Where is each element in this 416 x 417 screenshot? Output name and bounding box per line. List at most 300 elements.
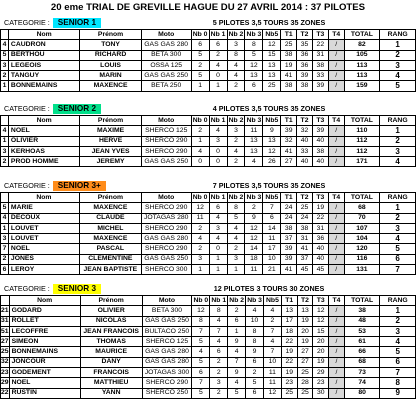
t4-cell: / — [328, 71, 344, 81]
nb5-cell: 11 — [264, 378, 282, 388]
column-header: Nom — [8, 30, 79, 40]
t1-cell: 38 — [281, 50, 297, 60]
t2-cell: 39 — [297, 71, 313, 81]
nb2-cell: 9 — [228, 337, 246, 347]
rank-cell: 2 — [380, 50, 416, 60]
t2-cell: 25 — [297, 203, 313, 213]
column-header: Nb 0 — [191, 193, 209, 203]
t3-cell: 40 — [312, 254, 328, 264]
rank-cell: 4 — [380, 157, 416, 167]
table-row — [1, 234, 416, 244]
rank-cell: 6 — [380, 254, 416, 264]
last-name-cell: LOUVET — [8, 234, 79, 244]
column-header: Moto — [141, 116, 191, 126]
nb2-cell: 4 — [227, 223, 245, 233]
t3-cell: 36 — [312, 234, 328, 244]
t2-cell: 31 — [297, 234, 313, 244]
nb5-cell: 14 — [263, 223, 281, 233]
column-header: Nb 1 — [209, 193, 227, 203]
bike-cell: GAS GAS 250 — [142, 316, 192, 326]
bike-cell: SHERCO 290 — [141, 146, 191, 156]
last-name-cell: RUSTIN — [9, 388, 80, 398]
nb5-cell: 12 — [263, 146, 281, 156]
pilot-number-cell: 51 — [1, 326, 10, 336]
nb2-cell: 4 — [227, 234, 245, 244]
t4-cell: / — [329, 316, 345, 326]
t2-cell: 28 — [297, 378, 313, 388]
bike-cell: GAS GAS 250 — [141, 254, 191, 264]
t2-cell: 37 — [297, 254, 313, 264]
t3-cell: 20 — [313, 347, 329, 357]
table-row — [1, 213, 416, 223]
t2-cell: 36 — [297, 50, 313, 60]
table-row — [1, 378, 416, 388]
first-name-cell: MAXENCE — [79, 203, 141, 213]
nb0-cell: 5 — [191, 50, 209, 60]
last-name-cell: GODARD — [9, 306, 80, 316]
total-cell: 113 — [344, 71, 380, 81]
t4-cell: / — [329, 378, 345, 388]
column-header: Nom — [8, 116, 79, 126]
pilot-number-cell: 4 — [1, 213, 9, 223]
table-row — [1, 306, 416, 316]
t2-cell: 13 — [297, 306, 313, 316]
column-header: TOTAL — [344, 30, 380, 40]
nb1-cell: 0 — [209, 244, 227, 254]
first-name-cell: DANY — [80, 357, 142, 367]
first-name-cell: HERVE — [80, 136, 141, 146]
nb1-cell: 0 — [209, 71, 227, 81]
nb2-cell: 4 — [228, 347, 246, 357]
nb0-cell: 7 — [192, 326, 210, 336]
category-label: CATEGORIE : — [4, 18, 50, 27]
nb5-cell: 17 — [263, 244, 281, 254]
column-header: TOTAL — [344, 193, 380, 203]
t4-cell: / — [329, 306, 345, 316]
bike-cell: JOTAGAS 300 — [142, 368, 192, 378]
nb3-cell: 13 — [245, 146, 263, 156]
t1-cell: 22 — [281, 337, 297, 347]
column-header: T4 — [328, 116, 344, 126]
table-row — [1, 50, 416, 60]
total-cell: 70 — [344, 213, 380, 223]
nb3-cell: 2 — [245, 203, 263, 213]
nb2-cell: 2 — [227, 157, 245, 167]
nb2-cell: 3 — [227, 40, 245, 50]
column-header: Nb 1 — [209, 30, 227, 40]
column-header: Nb 3 — [245, 193, 263, 203]
t3-cell: 22 — [312, 40, 328, 50]
pilot-number-cell: 29 — [1, 378, 10, 388]
nb5-cell: 12 — [264, 388, 282, 398]
nb0-cell: 1 — [191, 81, 209, 91]
nb5-cell: 2 — [264, 316, 282, 326]
pilot-number-cell: 1 — [1, 136, 9, 146]
column-header: T3 — [312, 30, 328, 40]
t4-cell: / — [329, 388, 345, 398]
table-row — [1, 136, 416, 146]
rank-cell: 1 — [380, 306, 416, 316]
rank-cell: 4 — [380, 71, 416, 81]
last-name-cell: OLIVIER — [8, 136, 79, 146]
bike-cell: BETA 250 — [141, 81, 191, 91]
column-header: T1 — [281, 30, 297, 40]
nb3-cell: 8 — [245, 40, 263, 50]
bike-cell: GAS GAS 250 — [141, 71, 191, 81]
nb3-cell: 14 — [245, 244, 263, 254]
pilot-number-cell: 23 — [1, 368, 10, 378]
nb2-cell: 5 — [228, 388, 246, 398]
t3-cell: 19 — [312, 203, 328, 213]
category-name: SENIOR 1 — [53, 18, 101, 28]
nb5-cell: 13 — [263, 136, 281, 146]
bike-cell: BULTACO 250 — [142, 326, 192, 336]
rank-cell: 2 — [380, 213, 416, 223]
t3-cell: 19 — [313, 357, 329, 367]
nb2-cell: 4 — [227, 71, 245, 81]
column-header: T4 — [328, 193, 344, 203]
column-header: Nb 2 — [227, 193, 245, 203]
total-cell: 131 — [344, 265, 380, 275]
t4-cell: / — [328, 234, 344, 244]
first-name-cell: CLAUDE — [79, 213, 141, 223]
nb5-cell: 11 — [264, 368, 282, 378]
total-cell: 66 — [344, 347, 380, 357]
bike-cell: SHERCO 300 — [141, 265, 191, 275]
t2-cell: 24 — [297, 213, 313, 223]
t4-cell: / — [329, 357, 345, 367]
t1-cell: 41 — [281, 146, 297, 156]
first-name-cell: THOMAS — [80, 337, 142, 347]
table-row — [1, 203, 416, 213]
last-name-cell: BONNEMAINS — [9, 347, 80, 357]
total-cell: 82 — [344, 40, 380, 50]
last-name-cell: GODEMENT — [9, 368, 80, 378]
last-name-cell: MARIE — [8, 203, 79, 213]
total-cell: 112 — [344, 136, 380, 146]
t3-cell: 31 — [312, 50, 328, 60]
t2-cell: 38 — [297, 223, 313, 233]
total-cell: 120 — [344, 244, 380, 254]
rank-cell: 5 — [380, 81, 416, 91]
nb0-cell: 4 — [191, 234, 209, 244]
nb1-cell: 4 — [209, 126, 227, 136]
nb2-cell: 8 — [227, 50, 245, 60]
column-header: T3 — [312, 193, 328, 203]
nb3-cell: 6 — [246, 388, 264, 398]
nb2-cell: 5 — [227, 213, 245, 223]
nb3-cell: 9 — [246, 347, 264, 357]
t4-cell: / — [328, 157, 344, 167]
t4-cell: / — [329, 326, 345, 336]
bike-cell: SHERCO 250 — [142, 388, 192, 398]
t1-cell: 37 — [281, 234, 297, 244]
nb3-cell: 8 — [246, 337, 264, 347]
column-header: Prénom — [80, 30, 141, 40]
nb1-cell: 2 — [210, 388, 228, 398]
t1-cell: 19 — [281, 368, 297, 378]
category-name: SENIOR 3+ — [53, 181, 106, 191]
category-info: 12 PILOTES 3 TOURS 30 ZONES — [213, 284, 325, 293]
nb2-cell: 8 — [227, 203, 245, 213]
column-header — [1, 116, 9, 126]
nb3-cell: 8 — [246, 326, 264, 336]
table-row — [1, 388, 416, 398]
nb3-cell: 12 — [245, 60, 263, 70]
rank-cell: 3 — [380, 60, 416, 70]
nb1-cell: 4 — [209, 60, 227, 70]
column-header: RANG — [380, 193, 416, 203]
last-name-cell: DECOUX — [8, 213, 79, 223]
nb2-cell: 3 — [227, 254, 245, 264]
first-name-cell: YANN — [80, 388, 142, 398]
column-header: T3 — [312, 116, 328, 126]
nb3-cell: 2 — [246, 368, 264, 378]
t4-cell: / — [329, 368, 345, 378]
nb1-cell: 1 — [209, 254, 227, 264]
table-row — [1, 126, 416, 136]
t1-cell: 17 — [281, 316, 297, 326]
t1-cell: 25 — [281, 388, 297, 398]
nb1-cell: 2 — [209, 50, 227, 60]
nb3-cell: 12 — [245, 223, 263, 233]
category-label: CATEGORIE : — [4, 284, 50, 293]
last-name-cell: LOUVET — [8, 223, 79, 233]
t3-cell: 33 — [312, 71, 328, 81]
total-cell: 38 — [344, 306, 380, 316]
first-name-cell: JEREMY — [80, 157, 141, 167]
total-cell: 159 — [344, 81, 380, 91]
nb5-cell: 10 — [263, 254, 281, 264]
nb3-cell: 4 — [246, 306, 264, 316]
t4-cell: / — [328, 136, 344, 146]
nb5-cell: 6 — [263, 213, 281, 223]
nb5-cell: 12 — [263, 40, 281, 50]
nb5-cell: 13 — [263, 71, 281, 81]
nb1-cell: 4 — [209, 213, 227, 223]
column-header: Nb 2 — [228, 296, 246, 306]
last-name-cell: NOEL — [8, 244, 79, 254]
nb5-cell: 10 — [264, 357, 282, 367]
column-header: RANG — [380, 30, 416, 40]
page-title: 20 eme TRIAL DE GREVILLE HAGUE DU 27 AVRIL 2014 : 37 PILOTES — [50, 2, 366, 13]
pilot-number-cell: 7 — [1, 244, 9, 254]
total-cell: 74 — [344, 378, 380, 388]
total-cell: 104 — [344, 234, 380, 244]
nb1-cell: 1 — [209, 265, 227, 275]
nb0-cell: 6 — [192, 368, 210, 378]
t3-cell: 39 — [312, 126, 328, 136]
t1-cell: 39 — [281, 126, 297, 136]
column-header: Moto — [141, 193, 191, 203]
t2-cell: 19 — [297, 316, 313, 326]
column-header — [1, 30, 9, 40]
column-header — [1, 296, 10, 306]
bike-cell: JOTAGAS 280 — [141, 213, 191, 223]
rank-cell: 8 — [380, 378, 416, 388]
bike-cell: SHERCO 290 — [141, 244, 191, 254]
column-header: Prénom — [80, 296, 142, 306]
last-name-cell: JONCOUR — [9, 357, 80, 367]
column-header — [1, 193, 9, 203]
first-name-cell: MAXENCE — [79, 234, 141, 244]
last-name-cell: LECOFFRE — [9, 326, 80, 336]
rank-cell: 3 — [380, 223, 416, 233]
rank-cell: 2 — [380, 136, 416, 146]
nb0-cell: 2 — [191, 244, 209, 254]
rank-cell: 4 — [380, 337, 416, 347]
table-header-row — [1, 30, 416, 40]
t2-cell: 36 — [297, 60, 313, 70]
t3-cell: 38 — [312, 60, 328, 70]
nb0-cell: 8 — [192, 316, 210, 326]
table-row — [1, 347, 416, 357]
t3-cell: 20 — [313, 337, 329, 347]
category-name: SENIOR 3 — [53, 284, 101, 294]
first-name-cell: RICHARD — [80, 50, 141, 60]
pilot-number-cell: 21 — [1, 306, 10, 316]
bike-cell: SHERCO 290 — [141, 223, 191, 233]
nb0-cell: 4 — [191, 146, 209, 156]
category-header — [4, 284, 101, 294]
last-name-cell: JONES — [8, 254, 79, 264]
pilot-number-cell: 4 — [1, 126, 9, 136]
column-header: Nom — [8, 193, 79, 203]
nb2-cell: 6 — [228, 316, 246, 326]
bike-cell: GAS GAS 280 — [142, 347, 192, 357]
total-cell: 68 — [344, 357, 380, 367]
results-table — [0, 115, 416, 167]
pilot-number-cell: 1 — [1, 81, 9, 91]
t2-cell: 40 — [297, 136, 313, 146]
rank-cell: 1 — [380, 203, 416, 213]
nb1-cell: 2 — [210, 357, 228, 367]
first-name-cell: MATTHIEU — [80, 378, 142, 388]
t3-cell: 39 — [312, 81, 328, 91]
nb1-cell: 3 — [209, 223, 227, 233]
nb1-cell: 3 — [210, 378, 228, 388]
t1-cell: 13 — [281, 306, 297, 316]
nb5-cell: 7 — [264, 347, 282, 357]
pilot-number-cell: 32 — [1, 357, 10, 367]
pilot-number-cell: 22 — [1, 388, 10, 398]
nb2-cell: 1 — [227, 265, 245, 275]
category-info: 5 PILOTES 3,5 TOURS 35 ZONES — [212, 18, 326, 27]
bike-cell: SHERCO 290 — [142, 378, 192, 388]
bike-cell: SHERCO 125 — [141, 126, 191, 136]
column-header: Nb 1 — [210, 296, 228, 306]
table-row — [1, 60, 416, 70]
t1-cell: 19 — [281, 347, 297, 357]
t2-cell: 19 — [297, 337, 313, 347]
t1-cell: 38 — [281, 223, 297, 233]
bike-cell: SHERCO 290 — [141, 136, 191, 146]
nb1-cell: 6 — [209, 40, 227, 50]
t4-cell: / — [328, 254, 344, 264]
last-name-cell: NOEL — [9, 378, 80, 388]
first-name-cell: MICHEL — [79, 223, 141, 233]
total-cell: 113 — [344, 60, 380, 70]
table-row — [1, 326, 416, 336]
t4-cell: / — [328, 60, 344, 70]
column-header: RANG — [380, 296, 416, 306]
rank-cell: 5 — [380, 244, 416, 254]
bike-cell: GAS GAS 280 — [141, 40, 191, 50]
first-name-cell: MARIN — [80, 71, 141, 81]
column-header: Nb5 — [264, 296, 282, 306]
t1-cell: 22 — [281, 357, 297, 367]
t4-cell: / — [328, 146, 344, 156]
column-header: T3 — [313, 296, 329, 306]
last-name-cell: BERTHOU — [8, 50, 79, 60]
nb2-cell: 7 — [228, 357, 246, 367]
t2-cell: 32 — [297, 126, 313, 136]
t4-cell: / — [328, 81, 344, 91]
t2-cell: 25 — [297, 388, 313, 398]
t1-cell: 24 — [281, 213, 297, 223]
category-header — [4, 181, 106, 191]
total-cell: 80 — [344, 388, 380, 398]
nb1-cell: 0 — [209, 157, 227, 167]
first-name-cell: PASCAL — [79, 244, 141, 254]
nb5-cell: 15 — [263, 50, 281, 60]
nb0-cell: 1 — [191, 265, 209, 275]
t2-cell: 40 — [297, 157, 313, 167]
nb2-cell: 4 — [228, 378, 246, 388]
total-cell: 171 — [344, 157, 380, 167]
nb2-cell: 9 — [228, 368, 246, 378]
column-header: Moto — [142, 296, 192, 306]
nb3-cell: 5 — [246, 378, 264, 388]
nb5-cell: 7 — [264, 326, 282, 336]
pilot-number-cell: 25 — [1, 347, 10, 357]
nb0-cell: 12 — [191, 203, 209, 213]
column-header: T1 — [281, 296, 297, 306]
category-header — [4, 18, 101, 28]
rank-cell: 6 — [380, 357, 416, 367]
pilot-number-cell: 5 — [1, 203, 9, 213]
table-row — [1, 40, 416, 50]
pilot-number-cell: 5 — [1, 50, 9, 60]
column-header: T1 — [281, 116, 297, 126]
nb2-cell: 2 — [228, 306, 246, 316]
nb1-cell: 2 — [210, 368, 228, 378]
t1-cell: 41 — [281, 265, 297, 275]
last-name-cell: TANGUY — [8, 71, 79, 81]
first-name-cell: MAURICE — [80, 347, 142, 357]
bike-cell: GAS GAS 280 — [142, 357, 192, 367]
bike-cell: OSSA 125 — [141, 60, 191, 70]
pilot-number-cell: 4 — [1, 40, 9, 50]
t4-cell: / — [328, 126, 344, 136]
column-header: Nb 3 — [245, 30, 263, 40]
t1-cell: 41 — [281, 71, 297, 81]
column-header: T2 — [297, 116, 313, 126]
nb5-cell: 7 — [263, 203, 281, 213]
pilot-number-cell: 3 — [1, 146, 9, 156]
pilot-number-cell: 2 — [1, 254, 9, 264]
rank-cell: 5 — [380, 347, 416, 357]
t4-cell: / — [328, 244, 344, 254]
t1-cell: 25 — [281, 40, 297, 50]
nb1-cell: 0 — [209, 146, 227, 156]
first-name-cell: MAXENCE — [80, 81, 141, 91]
bike-cell: SHERCO 290 — [141, 203, 191, 213]
t3-cell: 40 — [312, 244, 328, 254]
nb1-cell: 1 — [209, 81, 227, 91]
total-cell: 48 — [344, 316, 380, 326]
t3-cell: 40 — [312, 157, 328, 167]
